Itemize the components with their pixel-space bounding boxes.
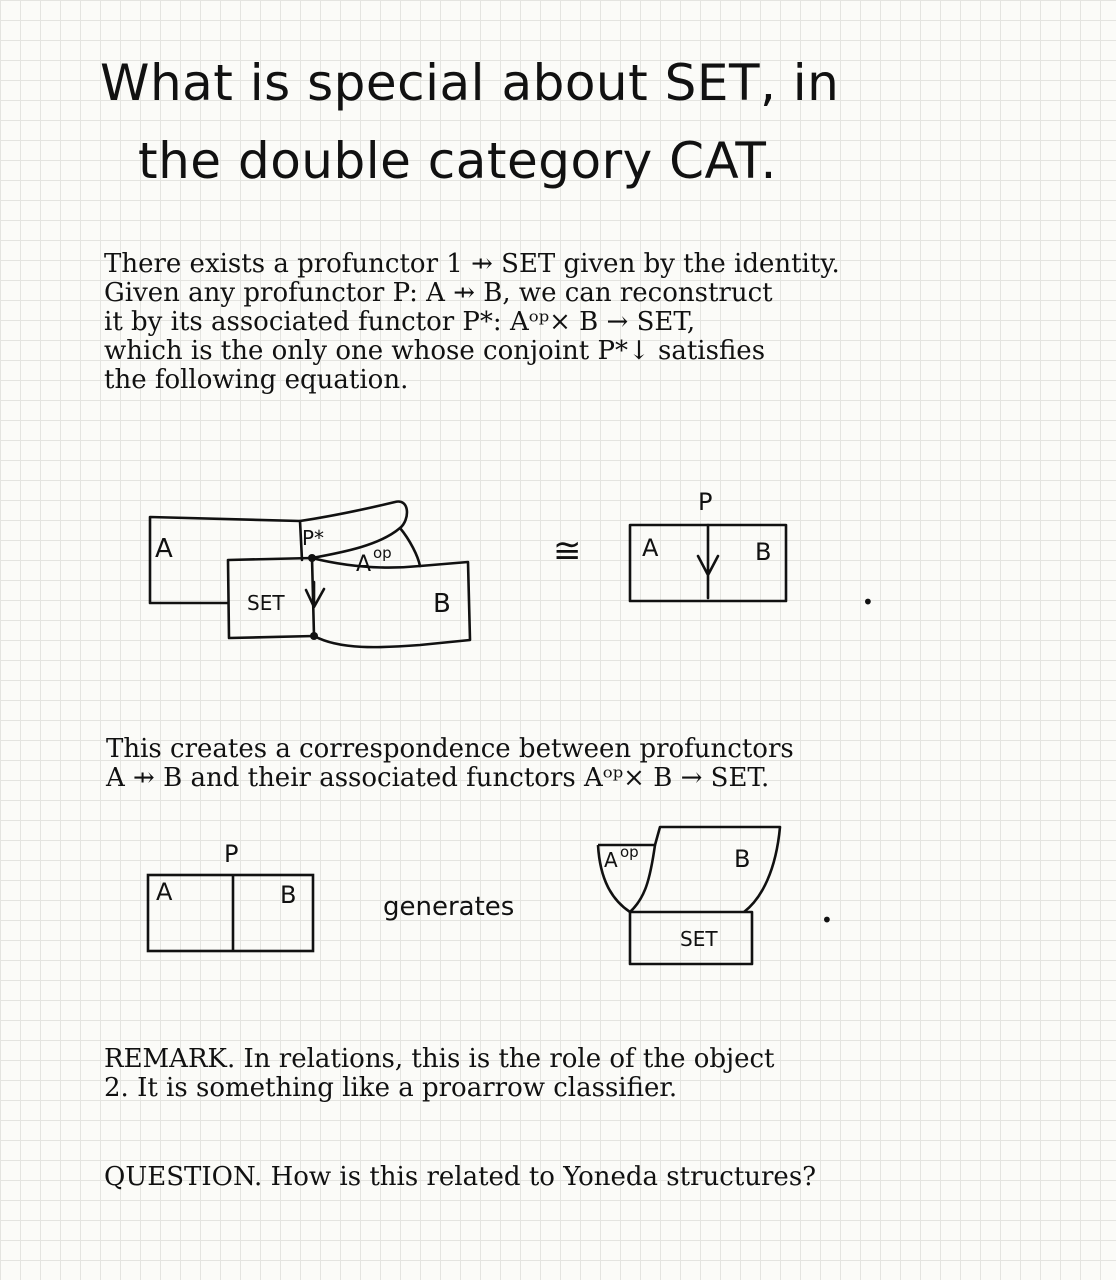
label-op: op <box>373 544 392 562</box>
label-op: op <box>620 843 639 861</box>
label-B: B <box>280 881 297 909</box>
label-A: A <box>156 878 173 906</box>
label-P: P <box>224 840 239 868</box>
question-line: QUESTION. How is this related to Yoneda structures? <box>104 1162 817 1192</box>
label-A: A <box>155 534 173 564</box>
remark-line: 2. It is something like a proarrow classifier. <box>104 1073 678 1103</box>
period-dot: • <box>821 908 833 932</box>
remark-paragraph <box>104 1045 775 1103</box>
intro-line: it by its associated functor P*: Aᵒᵖ× B → SET, <box>104 307 696 337</box>
iso-symbol: ≅ <box>553 531 582 571</box>
label-B: B <box>433 589 451 619</box>
generates-label: generates <box>383 892 515 922</box>
fold-edge <box>400 528 420 566</box>
label-B: B <box>734 845 751 873</box>
node-dot <box>310 632 318 640</box>
wire-P-arrow <box>698 525 718 598</box>
sheet-outline <box>598 827 780 912</box>
label-SET: SET <box>680 927 718 951</box>
remark-line: REMARK. In relations, this is the role of the object <box>104 1044 775 1074</box>
correspondence-line: A ⇸ B and their associated functors Aᵒᵖ× B → SET. <box>106 763 770 793</box>
wire-arrow <box>306 582 324 607</box>
intro-line: Given any profunctor P: A ⇸ B, we can reconstruct <box>104 278 773 308</box>
title-line-1: What is special about SET, in <box>100 54 840 112</box>
diagram-1-left <box>150 502 470 648</box>
label-A: A <box>642 534 659 562</box>
label-B: B <box>755 538 772 566</box>
label-SET: SET <box>247 591 285 615</box>
label-Aop: A <box>604 848 618 872</box>
intro-line: the following equation. <box>104 365 409 395</box>
intro-line: There exists a profunctor 1 ⇸ SET given by the identity. <box>104 249 840 279</box>
label-Aop: A <box>356 552 372 577</box>
correspondence-line: This creates a correspondence between profunctors <box>106 734 794 764</box>
label-Pstar: P* <box>302 526 325 550</box>
intro-line: which is the only one whose conjoint P*↓ satisfies <box>104 336 766 366</box>
label-P: P <box>698 488 713 516</box>
correspondence-paragraph <box>106 735 794 793</box>
title-line-2: the double category CAT. <box>138 132 777 190</box>
node-dot <box>308 554 316 562</box>
period-dot: • <box>862 590 874 614</box>
